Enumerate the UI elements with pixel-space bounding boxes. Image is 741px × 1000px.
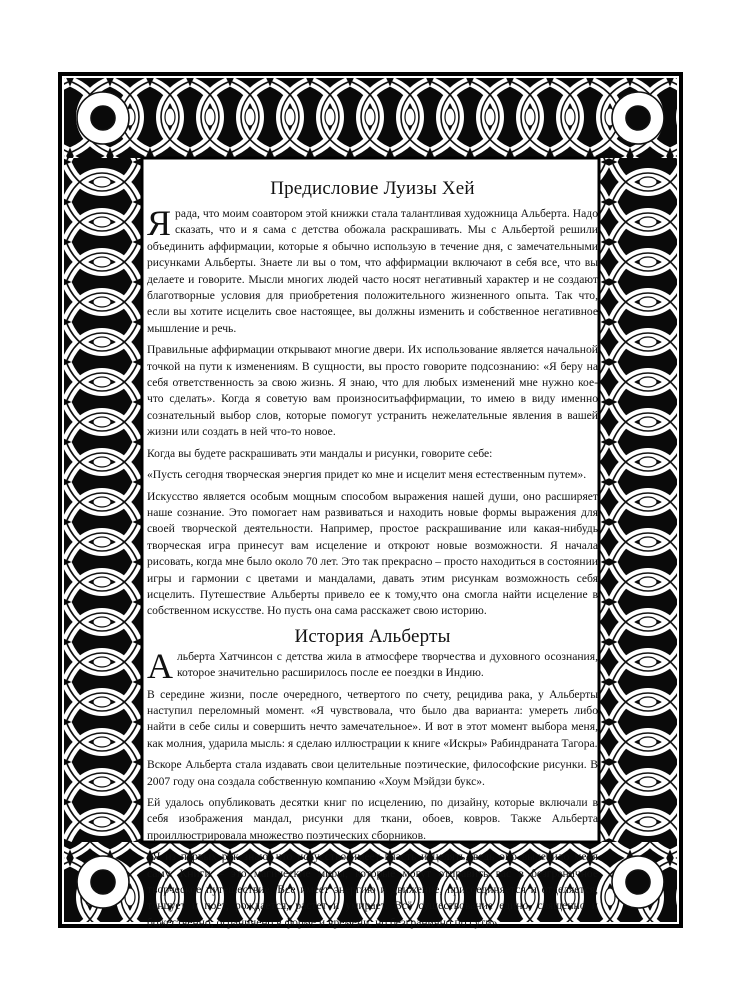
paragraph: «Я из первых рук знаю, что искусство имеет власть исцелять, ведь оно вылечило меня саму. Книги – это магические миры, которые могут отправить вас в безграничное творческое путешествие. Все имеет энергию и движение, присоединяется и отделяется, танцует и поет, рождается, растет и умирает. Всё существование едино, священно и божественно, ограничено в форме и времени, но безгранично по сути». [147,850,598,929]
paragraph: Когда вы будете раскрашивать эти мандалы и рисунки, говорите себе: [147,446,493,460]
paragraph: Искусство является особым мощным способом выражения нашей души, оно расширяет наше сознание. Это помогает нам развиваться и находить новые формы выражения для своей творческой деятельности. Например, простое раскрашивание или какая-нибудь творческая игра принесут вам исцеление и откроют новые возможности. Я начала рисовать, когда мне было около 70 лет. Это так прекрасно – просто находиться в состоянии игры и гармонии с цветами и мандалами, давать этим рисункам возможность себя исцелить. Путешествие Альберты привело ее к тому,что она смогла найти исцеление в собственном искусстве. Но пусть она сама расскажет свою историю. [147,489,598,618]
paragraph: Альберта Хатчинсон с детства жила в атмосфере творчества и духовного осознания, которое значительно расширилось после ее поездки в Индию. [147,645,598,686]
paragraph: Ярада, что моим соавтором этой книжки стала талантливая художница Альберта. Надо сказать, что и я сама с детства обожала раскрашивать. Мы с Альбертой решили объединить аффирмации, которые я обычно использую в течение дня, с замечательными рисунками Альберты. Знаете ли вы о том, что аффирмации включают в себя все, что вы делаете и говорите. Мысли многих людей часто носят негативный характер и не создают благотворные условия для приобретения положительного жизненного опыта. Так что, если вы хотите исцелить свое настоящее, вы должны изменить и собственное негативное мышление и речь. [147,203,598,335]
section-title-preface: Предисловие Луизы Хей [270,178,475,199]
paragraph: Правильные аффирмации открывают многие двери. Их использование является начальной точкой на пути к изменениям. В сущности, вы просто говорите подсознанию: «Я беру на себя ответственность за свою жизнь. Я знаю, что для любых изменений мне нужно кое-что сделать». Когда я советую вам произноситьаффирмации, то имею в виду именно сознательный выбор слов, которые помогут устранить нежелательные явления в вашей жизни или создать в ней что-то новое. [147,343,598,439]
paragraph: «Пусть сегодня творческая энергия придет ко мне и исцелит меня естественным путем». [147,468,587,482]
paragraph: В середине жизни, после очередного, четвертого по счету, рецидива рака, у Альберты наступил переломный момент. «Я чувствовала, что было два варианта: умереть либо найти в себе силы и совершить нечто замечательное». И вот в этот момент выбора меня, как молния, ударила мысль: я сделаю иллюстрации к книге «Искры» Рабиндраната Тагора. [147,687,598,750]
border-left [64,158,142,842]
page-text [147,177,598,929]
border-right [599,158,677,842]
drop-cap: А [147,645,173,686]
paragraph: Ей удалось опубликовать десятки книг по исцелению, по дизайну, которые включали в себя изображения мандал, рисунки для ткани, обоев, ковров. Также Альберта проиллюстрировала множество поэтических сборников. [147,796,598,842]
paragraph: Вскоре Альберта стала издавать свои целительные поэтические, философские рисунки. В 2007 году она создала собственную компанию «Хоум Мэйдзи букс». [147,758,598,788]
section-title-albert-story: История Альберты [294,625,451,647]
drop-cap: Я [147,203,172,243]
border-top [64,78,677,158]
